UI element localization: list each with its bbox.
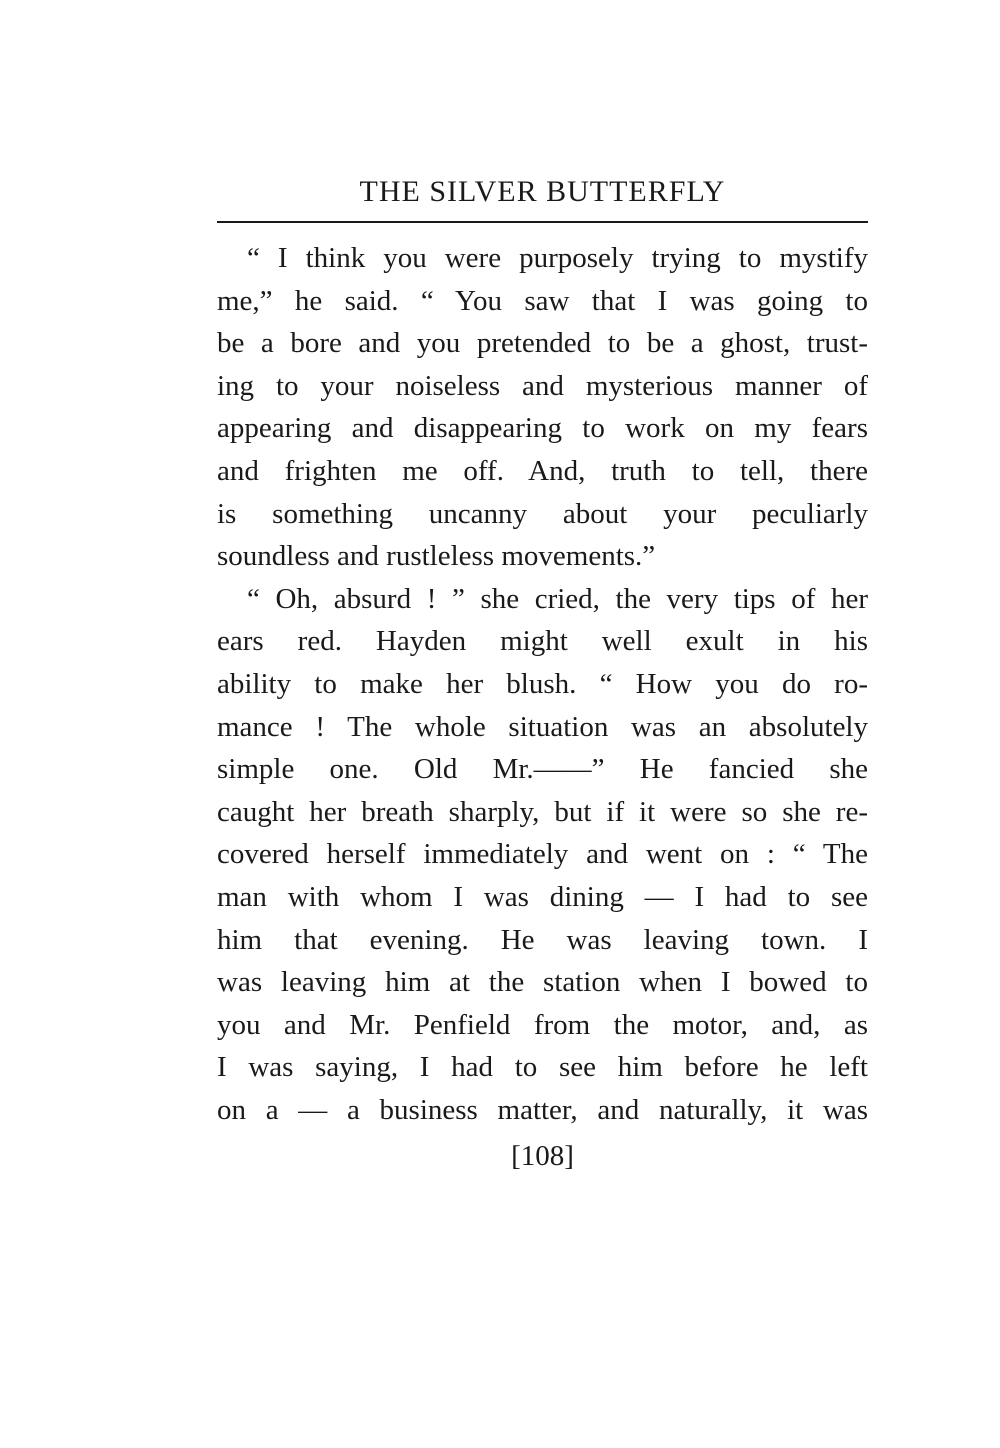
text-line: caught her breath sharply, but if it were so she re-: [217, 795, 868, 828]
text-line: was leaving him at the station when I bowed to: [217, 966, 868, 999]
text-line: “ I think you were purposely trying to mystify: [247, 242, 868, 274]
text-line: soundless and rustleless movements.”: [217, 540, 656, 573]
text-line: appearing and disappearing to work on my fears: [217, 412, 868, 445]
page-number: [108]: [511, 1140, 574, 1172]
text-line: is something uncanny about your peculiarly: [217, 497, 868, 530]
text-line: I was saying, I had to see him before he left: [217, 1051, 868, 1084]
text-line: me,” he said. “ You saw that I was going to: [217, 284, 868, 317]
body-text: [217, 237, 868, 1131]
text-line: ing to your noiseless and mysterious manner of: [217, 369, 868, 402]
text-line: simple one. Old Mr.——” He fancied she: [217, 753, 868, 786]
text-line: him that evening. He was leaving town. I: [217, 923, 868, 956]
text-line: man with whom I was dining — I had to see: [217, 880, 868, 913]
text-line: “ Oh, absurd ! ” she cried, the very tips of her: [247, 582, 868, 615]
text-line: ears red. Hayden might well exult in his: [217, 625, 868, 658]
header-rule: [217, 221, 868, 223]
text-line: ability to make her blush. “ How you do ro-: [217, 667, 868, 700]
text-line: and frighten me off. And, truth to tell, there: [217, 454, 868, 487]
running-head-title: THE SILVER BUTTERFLY: [359, 175, 726, 208]
text-line: mance ! The whole situation was an absolutely: [217, 710, 868, 743]
text-line: be a bore and you pretended to be a ghost, trust-: [217, 327, 868, 360]
text-line: you and Mr. Penfield from the motor, and, as: [217, 1008, 868, 1041]
text-line: covered herself immediately and went on : “ The: [217, 838, 868, 871]
text-line: on a — a business matter, and naturally, it was: [217, 1093, 868, 1126]
